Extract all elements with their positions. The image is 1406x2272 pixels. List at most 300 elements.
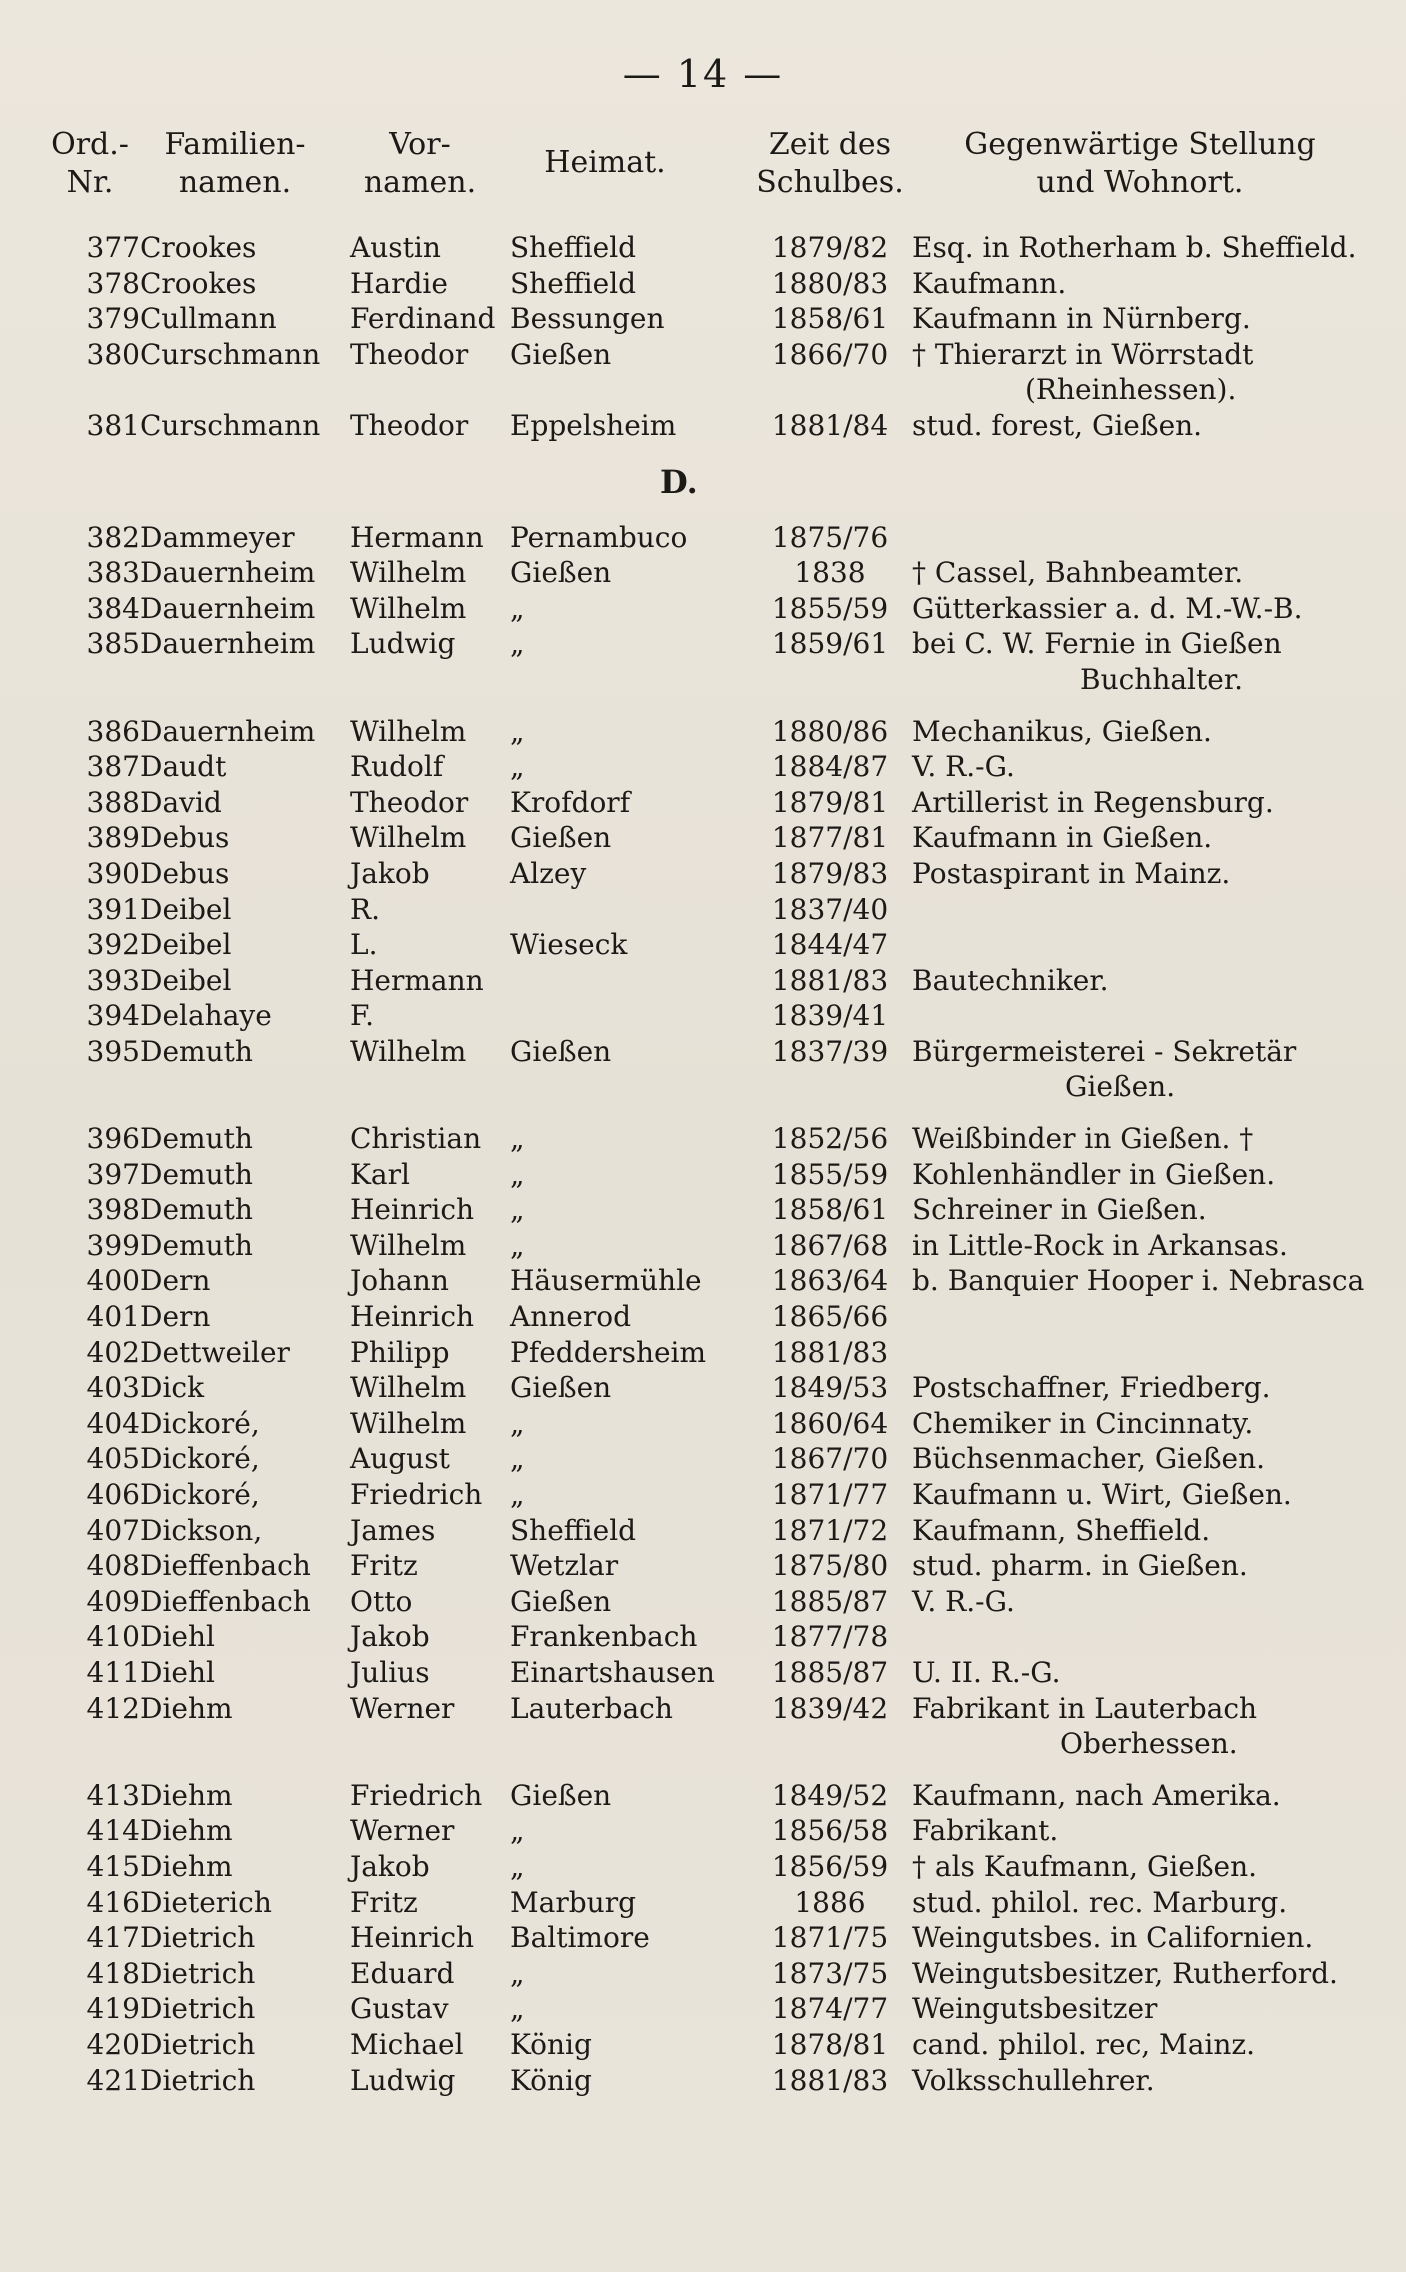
family-name: Dauernheim xyxy=(140,591,316,625)
given-name: Michael xyxy=(350,2027,464,2061)
table-row xyxy=(40,337,1370,373)
header-position: Gegenwärtige Stellung und Wohnort. xyxy=(964,127,1316,200)
row-number: 379 xyxy=(86,302,140,336)
school-years: 1838 xyxy=(794,556,866,590)
home-town: Gießen xyxy=(510,556,612,590)
continuation-line xyxy=(40,662,1370,698)
school-years: 1865/66 xyxy=(771,1300,889,1334)
row-number: 387 xyxy=(86,750,140,784)
row-number: 399 xyxy=(86,1228,140,1262)
school-years: 1877/78 xyxy=(771,1620,889,1654)
family-name: Daudt xyxy=(140,750,227,784)
row-number: 408 xyxy=(86,1549,140,1583)
school-years: 1858/61 xyxy=(771,1193,889,1227)
header-family: Familien- namen. xyxy=(164,127,306,200)
given-name: Johann xyxy=(350,1264,449,1298)
current-position: Bautechniker. xyxy=(912,963,1109,997)
given-name: Wilhelm xyxy=(350,821,467,855)
given-name: Werner xyxy=(350,1814,455,1848)
home-town: „ xyxy=(510,1442,525,1476)
row-number: 396 xyxy=(86,1122,140,1156)
home-town: Annerod xyxy=(510,1300,632,1334)
continuation-line xyxy=(40,1726,1370,1762)
family-name: Demuth xyxy=(140,1228,253,1262)
row-number: 400 xyxy=(86,1264,140,1298)
table-row xyxy=(40,266,1370,302)
home-town: „ xyxy=(510,1193,525,1227)
school-years: 1879/83 xyxy=(771,856,889,890)
current-position: stud. forest, Gießen. xyxy=(912,408,1203,442)
family-name: Dickoré, xyxy=(140,1406,260,1440)
current-position: Gütterkassier a. d. M.-W.-B. xyxy=(912,591,1303,625)
school-years: 1852/56 xyxy=(771,1122,889,1156)
given-name: Jakob xyxy=(350,1849,430,1883)
given-name: Wilhelm xyxy=(350,1406,467,1440)
row-number: 416 xyxy=(86,1885,140,1919)
given-name: Philipp xyxy=(350,1335,450,1369)
row-number: 406 xyxy=(86,1478,140,1511)
home-town: „ xyxy=(510,1992,525,2026)
school-years: 1860/64 xyxy=(771,1406,889,1440)
given-name: R. xyxy=(350,892,380,926)
given-name: Austin xyxy=(350,231,441,264)
row-number: 382 xyxy=(86,520,140,554)
table-row xyxy=(40,1548,1370,1584)
school-years: 1867/70 xyxy=(771,1442,889,1476)
continuation-line xyxy=(40,1069,1370,1105)
family-name: Curschmann xyxy=(140,337,321,371)
school-years: 1881/83 xyxy=(771,2063,889,2097)
home-town: Gießen xyxy=(510,1371,612,1405)
family-name: Dieterich xyxy=(140,1885,272,1919)
school-years: 1875/76 xyxy=(771,520,889,554)
continuation-text: (Rheinhessen). xyxy=(1025,373,1237,407)
family-name: Crookes xyxy=(140,266,257,300)
given-name: Heinrich xyxy=(350,1921,475,1955)
family-name: Dettweiler xyxy=(140,1335,290,1369)
row-number: 394 xyxy=(86,999,140,1033)
table-row xyxy=(40,2063,1370,2099)
row-number: 383 xyxy=(86,556,140,590)
home-town: Lauterbach xyxy=(510,1691,673,1725)
current-position: Kohlenhändler in Gießen. xyxy=(912,1157,1276,1191)
family-name: Dammeyer xyxy=(140,520,295,554)
current-position: Büchsenmacher, Gießen. xyxy=(912,1442,1266,1476)
school-years: 1849/53 xyxy=(771,1371,889,1405)
row-number: 391 xyxy=(86,892,140,926)
block-d3 xyxy=(40,1121,1370,1726)
school-years: 1855/59 xyxy=(771,1157,889,1191)
current-position: Postschaffner, Friedberg. xyxy=(912,1371,1271,1405)
row-number: 392 xyxy=(86,928,140,962)
current-position: Artillerist in Regensburg. xyxy=(912,785,1274,819)
family-name: Dauernheim xyxy=(140,714,316,748)
table-row xyxy=(40,749,1370,785)
given-name: Fritz xyxy=(350,1885,418,1919)
home-town: „ xyxy=(510,1956,525,1990)
home-town: „ xyxy=(510,1478,525,1511)
current-position: Fabrikant in Lauterbach xyxy=(912,1691,1258,1725)
current-position: Weingutsbesitzer xyxy=(912,1992,1158,2026)
school-years: 1880/83 xyxy=(771,266,889,300)
table-row xyxy=(40,1477,1370,1513)
table-row xyxy=(40,2027,1370,2063)
family-name: Deibel xyxy=(140,963,232,997)
current-position: Volksschullehrer. xyxy=(912,2063,1155,2097)
home-town: Eppelsheim xyxy=(510,408,677,442)
table-row xyxy=(40,1691,1370,1727)
block-d4 xyxy=(40,1778,1370,2098)
school-years: 1875/80 xyxy=(771,1549,889,1583)
home-town: Gießen xyxy=(510,337,612,371)
given-name: Eduard xyxy=(350,1956,455,1990)
family-name: Diehm xyxy=(140,1691,233,1725)
given-name: Hermann xyxy=(350,963,484,997)
table-row xyxy=(40,1513,1370,1549)
family-name: Dauernheim xyxy=(140,627,316,661)
home-town: Einartshausen xyxy=(510,1655,715,1689)
school-years: 1879/82 xyxy=(771,231,889,264)
home-town: Gießen xyxy=(510,1034,612,1068)
table-row xyxy=(40,1885,1370,1921)
family-name: Dauernheim xyxy=(140,556,316,590)
given-name: Ferdinand xyxy=(350,302,496,336)
given-name: Theodor xyxy=(350,408,469,442)
row-number: 421 xyxy=(86,2063,140,2097)
row-number: 419 xyxy=(86,1992,140,2026)
given-name: Werner xyxy=(350,1691,455,1725)
current-position: in Little-Rock in Arkansas. xyxy=(912,1228,1288,1262)
school-years: 1837/39 xyxy=(771,1034,889,1068)
school-years: 1839/42 xyxy=(771,1691,889,1725)
family-name: Dietrich xyxy=(140,2063,256,2097)
table-row xyxy=(40,1920,1370,1956)
page-number: — 14 — xyxy=(622,52,784,96)
given-name: James xyxy=(350,1513,436,1547)
current-position: † als Kaufmann, Gießen. xyxy=(912,1849,1258,1883)
current-position: Postaspirant in Mainz. xyxy=(912,856,1231,890)
current-position: Schreiner in Gießen. xyxy=(912,1193,1207,1227)
family-name: Dieffenbach xyxy=(140,1584,311,1618)
home-town: Pfeddersheim xyxy=(510,1335,707,1369)
given-name: Fritz xyxy=(350,1549,418,1583)
given-name: Christian xyxy=(350,1122,482,1156)
table-row xyxy=(40,1034,1370,1070)
current-position: Kaufmann in Nürnberg. xyxy=(912,302,1251,336)
home-town: „ xyxy=(510,750,525,784)
table-row xyxy=(40,1370,1370,1406)
table-row xyxy=(40,1228,1370,1264)
row-number: 404 xyxy=(86,1406,140,1440)
current-position: stud. pharm. in Gießen. xyxy=(912,1549,1248,1583)
table-row xyxy=(40,555,1370,591)
family-name: Dickoré, xyxy=(140,1478,260,1511)
row-number: 388 xyxy=(86,785,140,819)
table-row xyxy=(40,591,1370,627)
home-town: Frankenbach xyxy=(510,1620,698,1654)
school-years: 1839/41 xyxy=(771,999,889,1033)
home-town: „ xyxy=(510,1122,525,1156)
current-position: U. II. R.-G. xyxy=(912,1655,1061,1689)
current-position: Chemiker in Cincinnaty. xyxy=(912,1406,1254,1440)
family-name: Demuth xyxy=(140,1193,253,1227)
row-number: 415 xyxy=(86,1849,140,1883)
table-row xyxy=(40,1335,1370,1371)
given-name: Julius xyxy=(350,1655,430,1689)
home-town: Bessungen xyxy=(510,302,665,336)
home-town: Baltimore xyxy=(510,1921,650,1955)
table-row xyxy=(40,1157,1370,1193)
school-years: 1855/59 xyxy=(771,591,889,625)
school-years: 1880/86 xyxy=(771,714,889,748)
school-years: 1878/81 xyxy=(771,2027,889,2061)
home-town: „ xyxy=(510,1814,525,1848)
given-name: August xyxy=(350,1442,450,1476)
table-row xyxy=(40,1263,1370,1299)
current-position: Mechanikus, Gießen. xyxy=(912,714,1212,748)
current-position: b. Banquier Hooper i. Nebrasca xyxy=(912,1264,1365,1298)
current-position: † Thierarzt in Wörrstadt xyxy=(912,337,1254,371)
table-row xyxy=(40,820,1370,856)
home-town: Alzey xyxy=(510,856,587,890)
current-position: Fabrikant. xyxy=(912,1814,1059,1848)
home-town: „ xyxy=(510,1406,525,1440)
table-row xyxy=(40,927,1370,963)
family-name: Dern xyxy=(140,1300,211,1334)
row-number: 395 xyxy=(86,1034,140,1068)
home-town: „ xyxy=(510,627,525,661)
family-name: Dietrich xyxy=(140,2027,256,2061)
home-town: König xyxy=(510,2027,592,2061)
current-position: Kaufmann, Sheffield. xyxy=(912,1513,1211,1547)
home-town: Marburg xyxy=(510,1885,637,1919)
family-name: Delahaye xyxy=(140,999,272,1033)
table-row xyxy=(40,626,1370,662)
section-letter: D. xyxy=(660,462,698,501)
home-town: Krofdorf xyxy=(510,785,631,819)
given-name: Wilhelm xyxy=(350,591,467,625)
given-name: Hermann xyxy=(350,520,484,554)
family-name: Diehl xyxy=(140,1620,215,1654)
school-years: 1879/81 xyxy=(771,785,889,819)
row-number: 398 xyxy=(86,1193,140,1227)
home-town: Sheffield xyxy=(510,266,637,300)
home-town: „ xyxy=(510,1849,525,1883)
school-years: 1849/52 xyxy=(771,1778,889,1812)
row-number: 390 xyxy=(86,856,140,890)
continuation-text: Buchhalter. xyxy=(1080,662,1244,696)
current-position: Kaufmann u. Wirt, Gießen. xyxy=(912,1478,1292,1511)
row-number: 403 xyxy=(86,1371,140,1405)
school-years: 1856/58 xyxy=(771,1814,889,1848)
given-name: Otto xyxy=(350,1584,413,1618)
table-row xyxy=(40,520,1370,556)
family-name: Demuth xyxy=(140,1122,253,1156)
school-years: 1881/83 xyxy=(771,963,889,997)
table-row xyxy=(40,1192,1370,1228)
family-name: Debus xyxy=(140,856,230,890)
table-row xyxy=(40,1299,1370,1335)
given-name: Gustav xyxy=(350,1992,449,2026)
table-row xyxy=(40,1619,1370,1655)
table-row xyxy=(40,714,1370,750)
row-number: 414 xyxy=(86,1814,140,1848)
current-position: Weißbinder in Gießen. † xyxy=(912,1122,1254,1156)
home-town: Wieseck xyxy=(510,928,628,962)
family-name: Dietrich xyxy=(140,1921,256,1955)
current-position: V. R.-G. xyxy=(912,1584,1015,1618)
school-years: 1858/61 xyxy=(771,302,889,336)
given-name: Ludwig xyxy=(350,627,456,661)
table-row xyxy=(40,408,1370,444)
home-town: Häusermühle xyxy=(510,1264,702,1298)
home-town: Sheffield xyxy=(510,1513,637,1547)
family-name: Diehm xyxy=(140,1778,233,1812)
current-position: Kaufmann. xyxy=(912,266,1067,300)
row-number: 377 xyxy=(86,231,140,264)
home-town: „ xyxy=(510,1157,525,1191)
row-number: 410 xyxy=(86,1620,140,1654)
current-position: Kaufmann, nach Amerika. xyxy=(912,1778,1281,1812)
row-number: 381 xyxy=(86,408,140,442)
family-name: Deibel xyxy=(140,892,232,926)
table-row xyxy=(40,1813,1370,1849)
home-town: König xyxy=(510,2063,592,2097)
table-row xyxy=(40,1584,1370,1620)
school-years: 1885/87 xyxy=(771,1584,889,1618)
family-name: David xyxy=(140,785,222,819)
school-years: 1867/68 xyxy=(771,1228,889,1262)
home-town: „ xyxy=(510,1228,525,1262)
family-name: Debus xyxy=(140,821,230,855)
school-years: 1856/59 xyxy=(771,1849,889,1883)
current-position: V. R.-G. xyxy=(912,750,1015,784)
table-row xyxy=(40,785,1370,821)
school-years: 1871/77 xyxy=(771,1478,889,1511)
header-nr: Ord.- Nr. xyxy=(51,127,129,200)
school-years: 1837/40 xyxy=(771,892,889,926)
row-number: 407 xyxy=(86,1513,140,1547)
current-position: Kaufmann in Gießen. xyxy=(912,821,1213,855)
row-number: 413 xyxy=(86,1778,140,1812)
home-town: Wetzlar xyxy=(510,1549,619,1583)
family-name: Dickoré, xyxy=(140,1442,260,1476)
family-name: Dickson, xyxy=(140,1513,263,1547)
given-name: Hardie xyxy=(350,266,448,300)
current-position: bei C. W. Fernie in Gießen xyxy=(912,627,1282,661)
table-row xyxy=(40,963,1370,999)
continuation-text: Gießen. xyxy=(1065,1070,1176,1104)
given-name: Theodor xyxy=(350,337,469,371)
given-name: Karl xyxy=(350,1157,410,1191)
home-town: Gießen xyxy=(510,1584,612,1618)
school-years: 1844/47 xyxy=(771,928,889,962)
given-name: Jakob xyxy=(350,1620,430,1654)
home-town: Sheffield xyxy=(510,231,637,264)
table-row xyxy=(40,1655,1370,1691)
given-name: Rudolf xyxy=(350,750,444,784)
row-number: 401 xyxy=(86,1300,140,1334)
continuation-text: Oberhessen. xyxy=(1060,1727,1238,1761)
school-years: 1866/70 xyxy=(771,337,889,371)
family-name: Dieffenbach xyxy=(140,1549,311,1583)
current-position: stud. philol. rec. Marburg. xyxy=(912,1885,1288,1919)
given-name: Heinrich xyxy=(350,1300,475,1334)
table-row xyxy=(40,1778,1370,1814)
row-number: 418 xyxy=(86,1956,140,1990)
given-name: Heinrich xyxy=(350,1193,475,1227)
block-d1 xyxy=(40,520,1370,662)
block-c xyxy=(40,230,1370,372)
row-number: 380 xyxy=(86,337,140,371)
family-name: Dern xyxy=(140,1264,211,1298)
school-years: 1871/75 xyxy=(771,1921,889,1955)
row-number: 412 xyxy=(86,1691,140,1725)
home-town: Gießen xyxy=(510,821,612,855)
given-name: L. xyxy=(350,928,378,962)
row-number: 411 xyxy=(86,1655,140,1689)
family-name: Dick xyxy=(140,1371,205,1405)
row-number: 405 xyxy=(86,1442,140,1476)
given-name: Wilhelm xyxy=(350,1034,467,1068)
family-name: Demuth xyxy=(140,1034,253,1068)
register-table xyxy=(40,230,1370,2098)
table-row xyxy=(40,1849,1370,1885)
current-position: Weingutsbesitzer, Rutherford. xyxy=(912,1956,1338,1990)
family-name: Cullmann xyxy=(140,302,277,336)
row-number: 386 xyxy=(86,714,140,748)
school-years: 1881/83 xyxy=(771,1335,889,1369)
home-town: „ xyxy=(510,714,525,748)
given-name: Wilhelm xyxy=(350,714,467,748)
table-row xyxy=(40,1991,1370,2027)
given-name: Jakob xyxy=(350,856,430,890)
row-number: 409 xyxy=(86,1584,140,1618)
given-name: Wilhelm xyxy=(350,1228,467,1262)
family-name: Demuth xyxy=(140,1157,253,1191)
home-town: Gießen xyxy=(510,1778,612,1812)
school-years: 1884/87 xyxy=(771,750,889,784)
row-number: 397 xyxy=(86,1157,140,1191)
header-home: Heimat. xyxy=(544,145,666,180)
school-years: 1885/87 xyxy=(771,1655,889,1689)
current-position: cand. philol. rec, Mainz. xyxy=(912,2027,1256,2061)
row-number: 389 xyxy=(86,821,140,855)
table-row xyxy=(40,998,1370,1034)
header-given: Vor- namen. xyxy=(363,127,477,200)
given-name: Friedrich xyxy=(350,1478,483,1511)
table-row xyxy=(40,1441,1370,1477)
given-name: F. xyxy=(350,999,374,1033)
section-heading xyxy=(40,444,1370,520)
given-name: Wilhelm xyxy=(350,1371,467,1405)
row-number: 417 xyxy=(86,1921,140,1955)
table-header xyxy=(40,126,1370,216)
row-number: 402 xyxy=(86,1335,140,1369)
current-position: † Cassel, Bahnbeamter. xyxy=(912,556,1244,590)
header-school: Zeit des Schulbes. xyxy=(756,127,904,200)
continuation-line xyxy=(40,372,1370,408)
family-name: Diehl xyxy=(140,1655,215,1689)
row-number: 378 xyxy=(86,266,140,300)
school-years: 1873/75 xyxy=(771,1956,889,1990)
school-years: 1877/81 xyxy=(771,821,889,855)
table-row xyxy=(40,1406,1370,1442)
row-number: 393 xyxy=(86,963,140,997)
school-years: 1859/61 xyxy=(771,627,889,661)
family-name: Dietrich xyxy=(140,1956,256,1990)
row-number: 420 xyxy=(86,2027,140,2061)
